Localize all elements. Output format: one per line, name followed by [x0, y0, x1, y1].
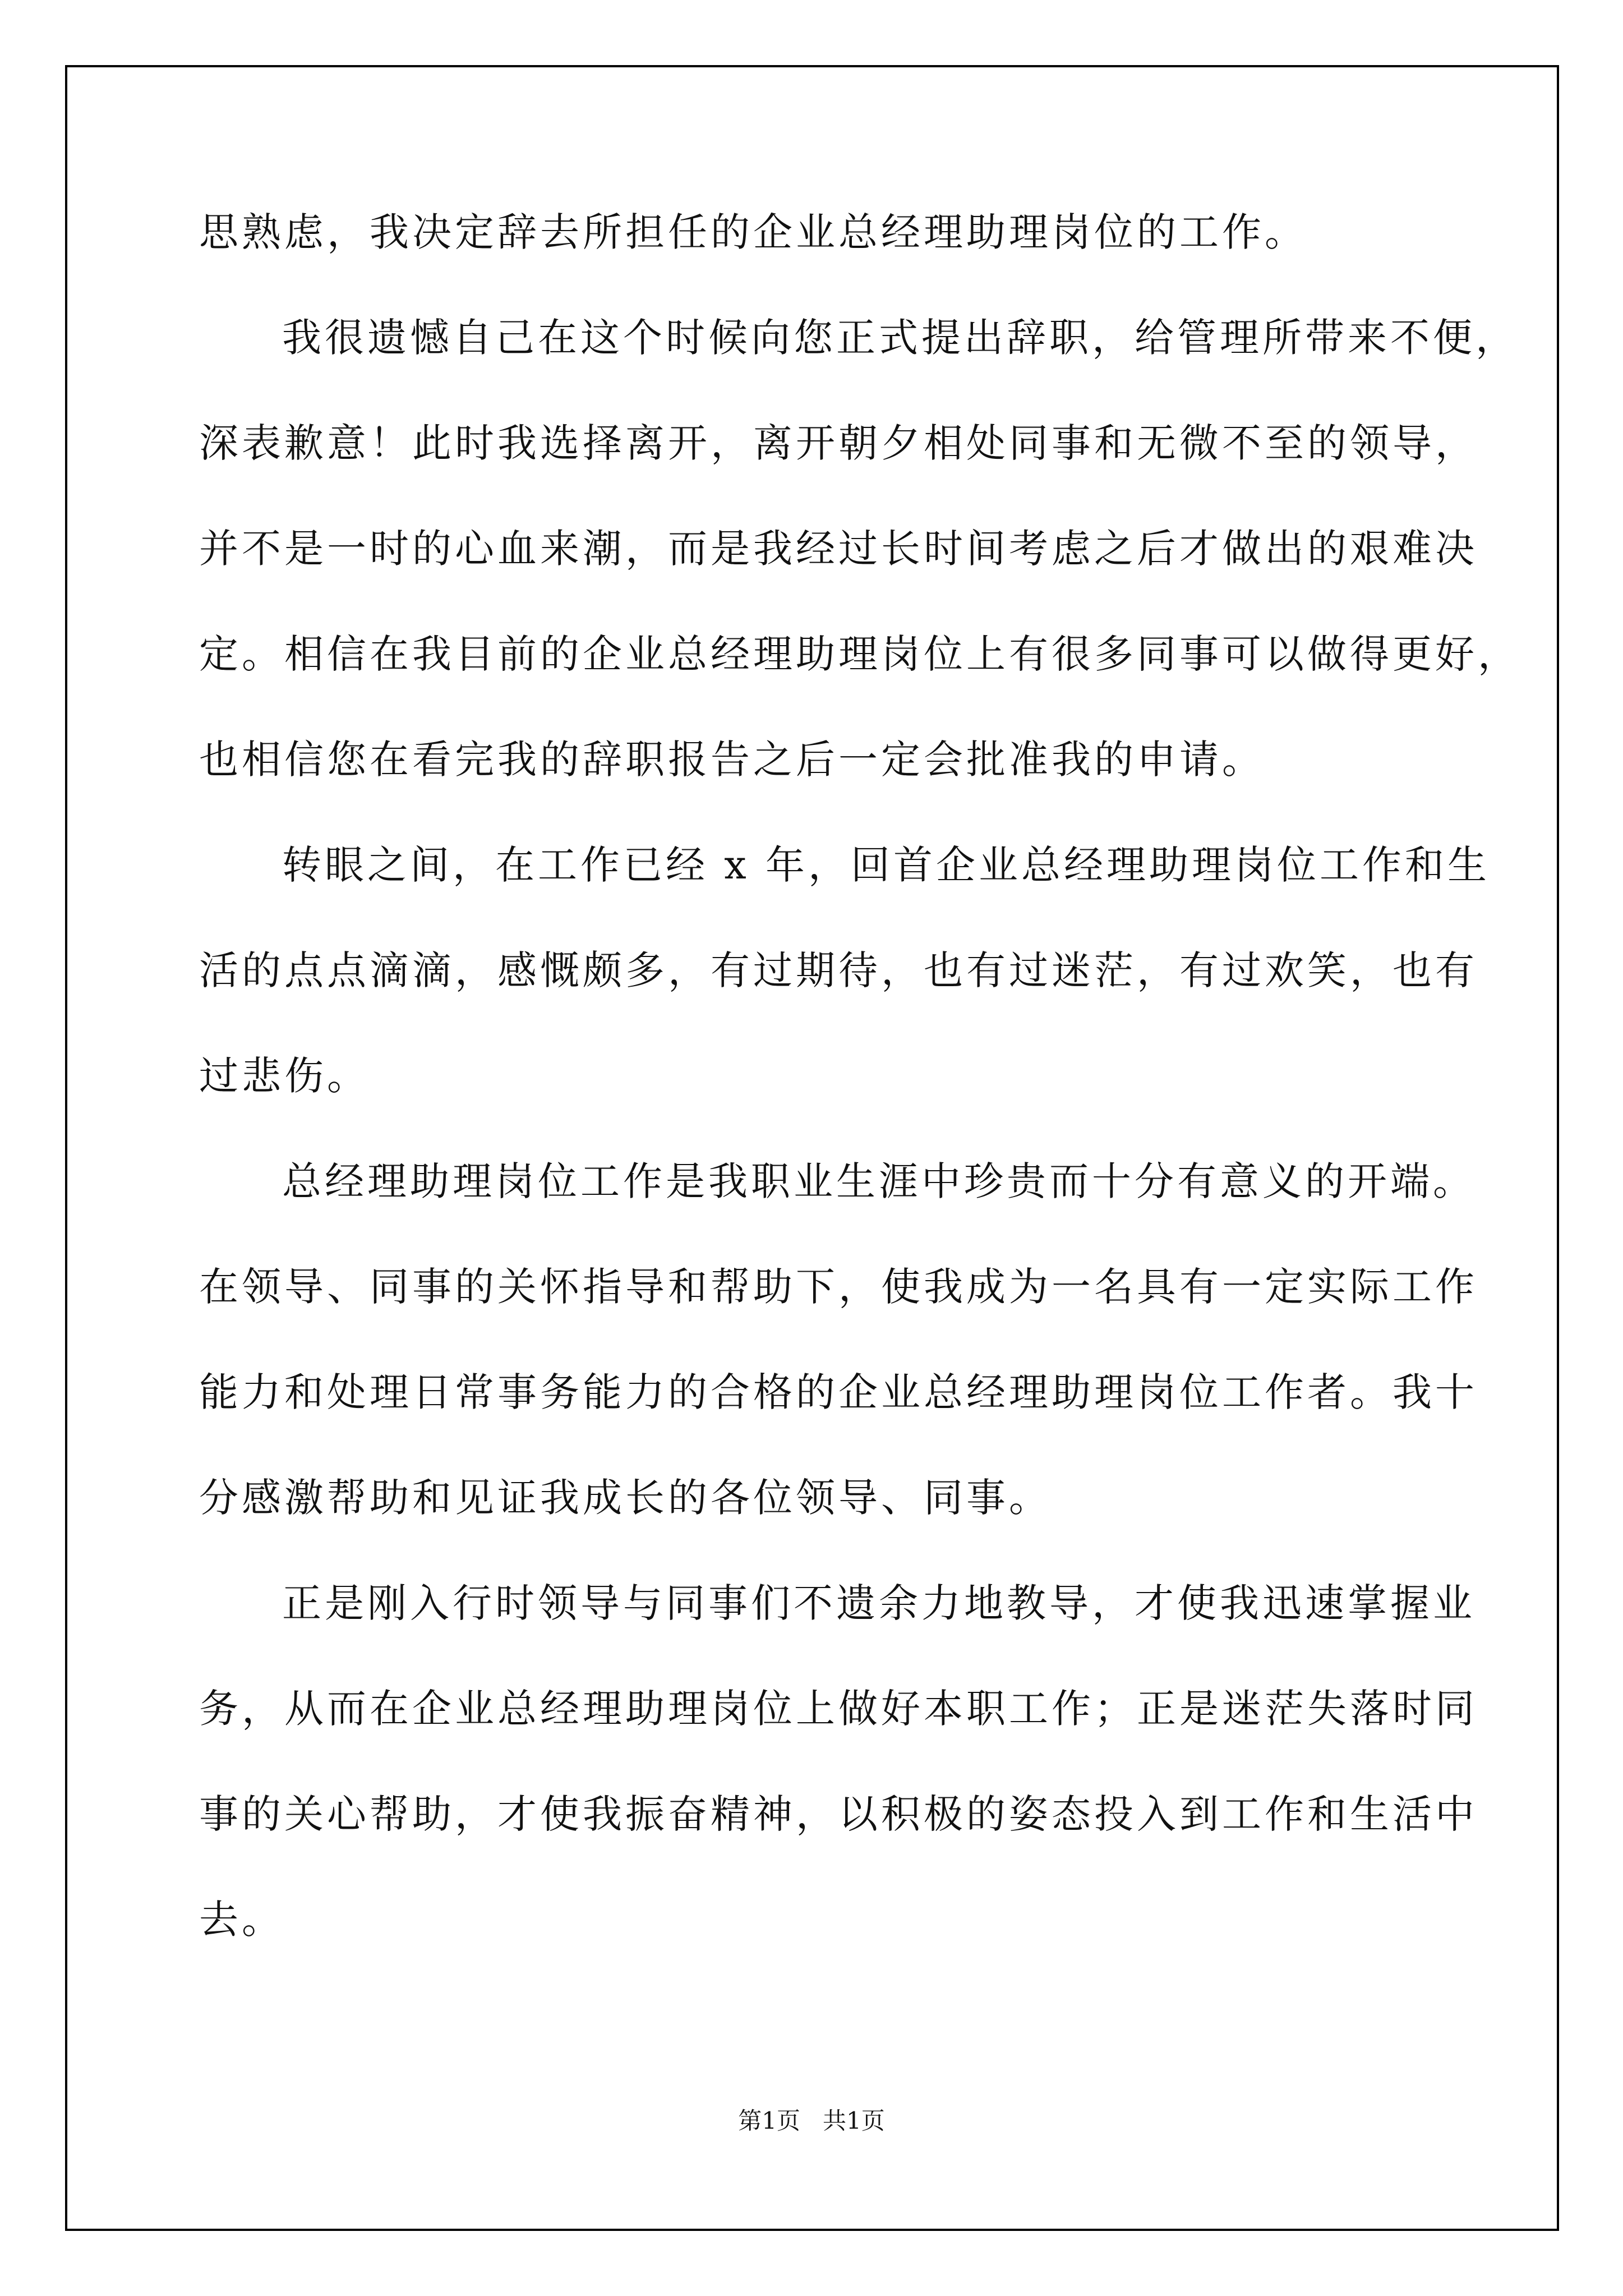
- text-line: 并不是一时的心血来潮，而是我经过长时间考虑之后才做出的艰难决: [199, 526, 1478, 572]
- text-line: 正是刚入行时领导与同事们不遗余力地教导，才使我迅速掌握业: [282, 1580, 1476, 1626]
- text-line: 思熟虑，我决定辞去所担任的企业总经理助理岗位的工作。: [199, 209, 1307, 255]
- text-line: 能力和处理日常事务能力的合格的企业总经理助理岗位工作者。我十: [199, 1369, 1478, 1415]
- text-line: 在领导、同事的关怀指导和帮助下，使我成为一名具有一定实际工作: [199, 1264, 1478, 1310]
- text-line: 深表歉意！此时我选择离开，离开朝夕相处同事和无微不至的领导，: [199, 420, 1478, 466]
- text-line: 务，从而在企业总经理助理岗位上做好本职工作；正是迷茫失落时同: [199, 1686, 1478, 1732]
- text-line: 总经理助理岗位工作是我职业生涯中珍贵而十分有意义的开端。: [282, 1158, 1476, 1204]
- text-line: 活的点点滴滴，感慨颇多，有过期待，也有过迷茫，有过欢笑，也有: [199, 947, 1478, 993]
- text-line: 去。: [199, 1897, 284, 1943]
- page-number: 第1页 共1页: [738, 2107, 885, 2134]
- text-line: 分感激帮助和见证我成长的各位领导、同事。: [199, 1475, 1052, 1521]
- text-line: 转眼之间，在工作已经 x 年，回首企业总经理助理岗位工作和生: [282, 842, 1490, 888]
- text-line: 定。相信在我目前的企业总经理助理岗位上有很多同事可以做得更好，: [199, 631, 1520, 677]
- text-line: 过悲伤。: [199, 1053, 370, 1099]
- document-body: [199, 202, 1520, 1995]
- text-line: 事的关心帮助，才使我振奋精神，以积极的姿态投入到工作和生活中: [199, 1791, 1478, 1837]
- text-line: 我很遗憾自己在这个时候向您正式提出辞职，给管理所带来不便，: [282, 315, 1518, 361]
- text-line: 也相信您在看完我的辞职报告之后一定会批准我的申请。: [199, 737, 1265, 783]
